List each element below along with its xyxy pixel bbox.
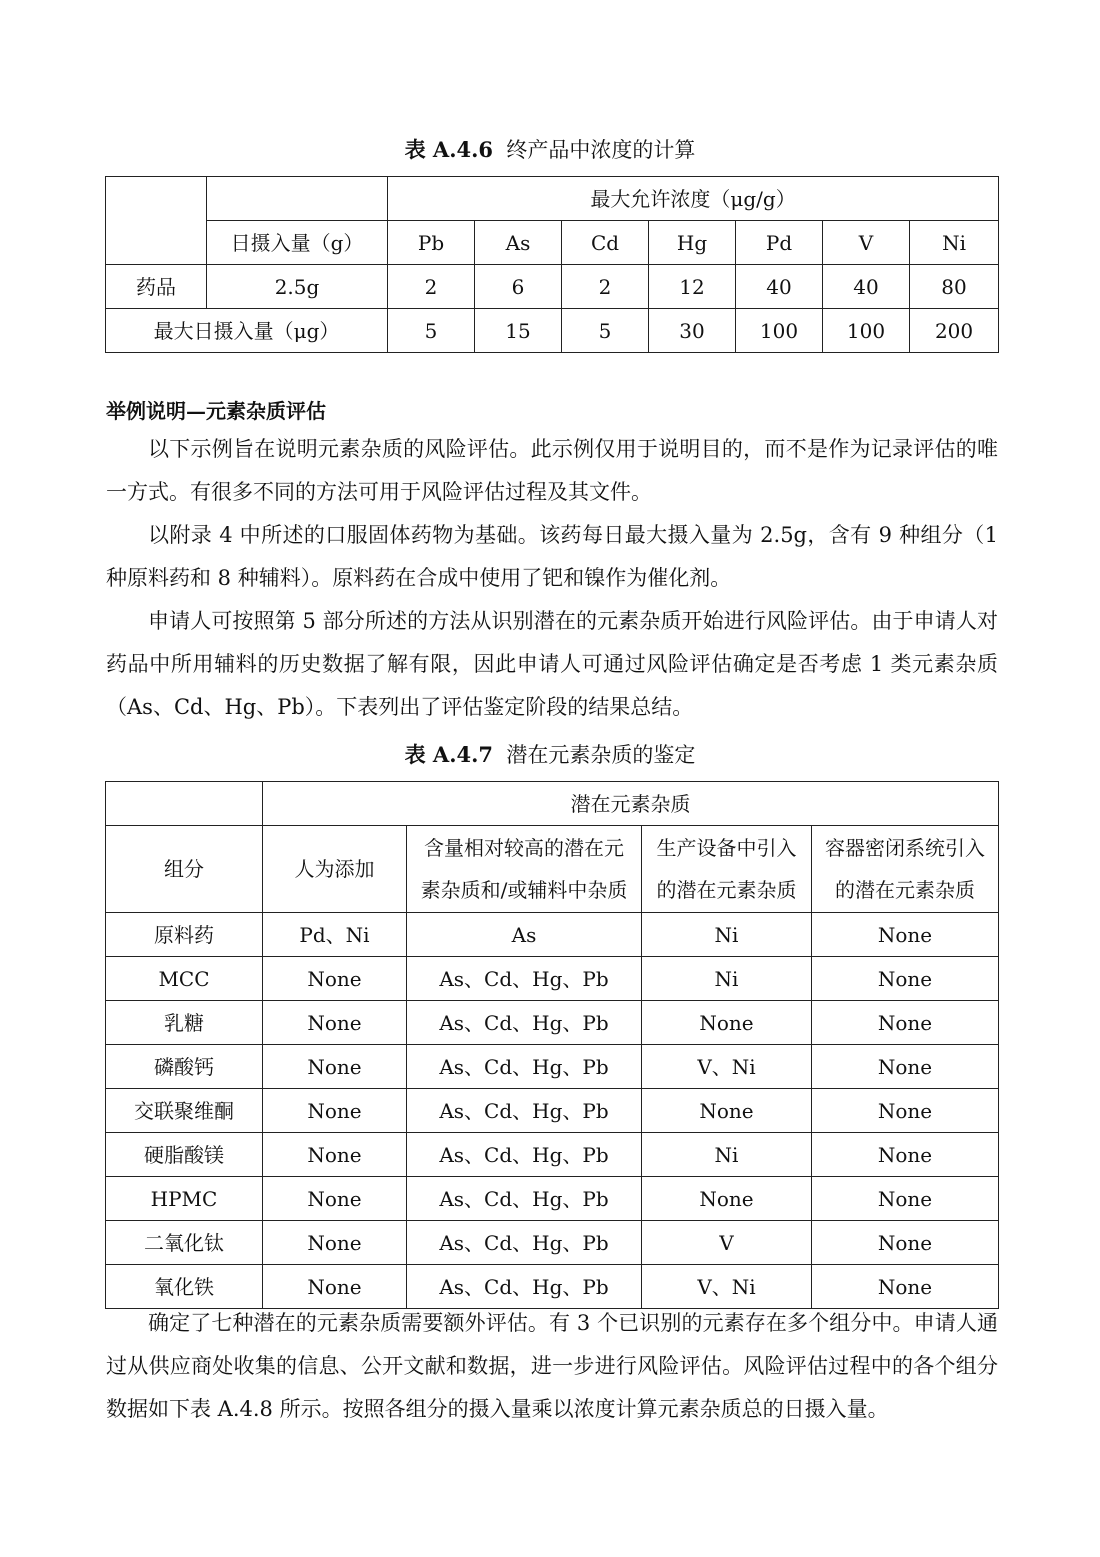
header-line: 的潜在元素杂质 xyxy=(656,878,797,902)
table-row xyxy=(106,1133,999,1177)
table2-component-cell: 交联聚维酮 xyxy=(106,1089,263,1133)
table1-cell: 40 xyxy=(823,265,910,309)
table2-cell: None xyxy=(263,1089,407,1133)
table2-col-header xyxy=(642,826,812,913)
table2-cell: None xyxy=(263,1133,407,1177)
table1-element-header: Cd xyxy=(562,221,649,265)
table1-cell: 15 xyxy=(475,309,562,353)
header-line: 人为添加 xyxy=(294,857,375,881)
table2-cell: Pd、Ni xyxy=(263,913,407,957)
table2-cell: Ni xyxy=(642,1133,812,1177)
table1-cell: 2 xyxy=(562,265,649,309)
table2-cell: None xyxy=(263,957,407,1001)
table2-component-cell: 磷酸钙 xyxy=(106,1045,263,1089)
table2-component-cell: 原料药 xyxy=(106,913,263,957)
table2-span-header: 潜在元素杂质 xyxy=(263,782,999,826)
table1-cell: 100 xyxy=(736,309,823,353)
table2-cell: None xyxy=(642,1089,812,1133)
table-row xyxy=(106,1045,999,1089)
table2-col-header xyxy=(407,826,642,913)
table2-cell: None xyxy=(812,1265,999,1309)
table2-cell: None xyxy=(812,957,999,1001)
table2-component-cell: 乳糖 xyxy=(106,1001,263,1045)
table2-cell: None xyxy=(263,1045,407,1089)
table2-component-cell: MCC xyxy=(106,957,263,1001)
table1-daily-intake-header: 日摄入量（g） xyxy=(207,221,388,265)
table1-caption-text: 终产品中浓度的计算 xyxy=(506,138,696,162)
table-row xyxy=(106,265,999,309)
table1-cell: 5 xyxy=(388,309,475,353)
table1-cell: 80 xyxy=(910,265,999,309)
table2-cell: None xyxy=(263,1177,407,1221)
table2-cell: Ni xyxy=(642,913,812,957)
table1-max-intake-label: 最大日摄入量（μg） xyxy=(106,309,388,353)
concentration-table xyxy=(105,176,999,353)
paragraph-1: 以下示例旨在说明元素杂质的风险评估。此示例仅用于说明目的，而不是作为记录评估的唯一方式。有很多不同的方法可用于风险评估过程及其文件。 xyxy=(106,437,998,504)
table2-component-cell: 二氧化钛 xyxy=(106,1221,263,1265)
table2-cell: None xyxy=(812,1001,999,1045)
table1-drug-intake: 2.5g xyxy=(207,265,388,309)
table1-element-header: As xyxy=(475,221,562,265)
header-line: 含量相对较高的潜在元 xyxy=(424,836,624,860)
table2-cell: None xyxy=(812,1221,999,1265)
table1-element-header: Pb xyxy=(388,221,475,265)
table2-cell: V、Ni xyxy=(642,1265,812,1309)
table2-col-header xyxy=(263,826,407,913)
impurity-identification-table xyxy=(105,781,999,1309)
table2-cell: As、Cd、Hg、Pb xyxy=(407,957,642,1001)
table1-cell: 5 xyxy=(562,309,649,353)
table1-empty-cell xyxy=(207,177,388,221)
table1-element-header: Hg xyxy=(649,221,736,265)
table2-cell: None xyxy=(812,913,999,957)
table2-cell: As xyxy=(407,913,642,957)
table2-caption-text: 潜在元素杂质的鉴定 xyxy=(506,743,696,767)
table2-cell: None xyxy=(263,1265,407,1309)
table1-cell: 40 xyxy=(736,265,823,309)
table2-col-header xyxy=(812,826,999,913)
table2-cell: Ni xyxy=(642,957,812,1001)
table1-element-header: Pd xyxy=(736,221,823,265)
closing-paragraph: 确定了七种潜在的元素杂质需要额外评估。有 3 个已识别的元素存在多个组分中。申请人通过从供应商处收集的信息、公开文献和数据，进一步进行风险评估。风险评估过程中的各个组分数据如下表 A.4.8 所示。按照各组分的摄入量乘以浓度计算元素杂质总的日摄入量。 xyxy=(106,1311,998,1421)
table-row xyxy=(106,309,999,353)
table-row xyxy=(106,1001,999,1045)
table-row xyxy=(106,1221,999,1265)
table1-corner-cell xyxy=(106,177,207,265)
table1-cell: 200 xyxy=(910,309,999,353)
table2-cell: As、Cd、Hg、Pb xyxy=(407,1045,642,1089)
table2-cell: As、Cd、Hg、Pb xyxy=(407,1001,642,1045)
table1-cell: 2 xyxy=(388,265,475,309)
paragraph-3: 申请人可按照第 5 部分所述的方法从识别潜在的元素杂质开始进行风险评估。由于申请人对药品中所用辅料的历史数据了解有限，因此申请人可通过风险评估确定是否考虑 1 类元素杂质（As、Cd、Hg、Pb）。下表列出了评估鉴定阶段的结果总结。 xyxy=(106,609,998,719)
table1-element-header: Ni xyxy=(910,221,999,265)
table2-cell: None xyxy=(812,1133,999,1177)
table1-cell: 30 xyxy=(649,309,736,353)
table2-component-header: 组分 xyxy=(106,826,263,913)
table1-cell: 6 xyxy=(475,265,562,309)
table-row xyxy=(106,1177,999,1221)
table2-cell: As、Cd、Hg、Pb xyxy=(407,1221,642,1265)
table1-cell: 100 xyxy=(823,309,910,353)
table-row xyxy=(106,957,999,1001)
table1-cell: 12 xyxy=(649,265,736,309)
table2-cell: As、Cd、Hg、Pb xyxy=(407,1177,642,1221)
table2-caption-label: 表 A.4.7 xyxy=(404,742,494,767)
table2-corner-cell xyxy=(106,782,263,826)
table2-cell: As、Cd、Hg、Pb xyxy=(407,1265,642,1309)
table-row xyxy=(106,913,999,957)
table2-cell: None xyxy=(812,1089,999,1133)
table2-cell: None xyxy=(642,1001,812,1045)
table2-cell: None xyxy=(263,1221,407,1265)
section-heading: 举例说明—元素杂质评估 xyxy=(106,399,326,423)
table2-component-cell: 硬脂酸镁 xyxy=(106,1133,263,1177)
table2-cell: None xyxy=(812,1045,999,1089)
table2-cell: As、Cd、Hg、Pb xyxy=(407,1133,642,1177)
table1-caption-label: 表 A.4.6 xyxy=(404,137,494,162)
table2-cell: None xyxy=(642,1177,812,1221)
table2-component-cell: 氧化铁 xyxy=(106,1265,263,1309)
table2-cell: None xyxy=(263,1001,407,1045)
header-line: 生产设备中引入 xyxy=(656,836,797,860)
table1-caption xyxy=(0,134,1100,164)
table1-max-conc-header: 最大允许浓度（μg/g） xyxy=(388,177,999,221)
header-line: 的潜在元素杂质 xyxy=(835,878,975,902)
table1-drug-label: 药品 xyxy=(106,265,207,309)
table-row xyxy=(106,1089,999,1133)
table1-element-header: V xyxy=(823,221,910,265)
table2-caption xyxy=(0,739,1100,769)
header-line: 素杂质和/或辅料中杂质 xyxy=(420,878,628,902)
table2-cell: None xyxy=(812,1177,999,1221)
table2-cell: V、Ni xyxy=(642,1045,812,1089)
table2-component-cell: HPMC xyxy=(106,1177,263,1221)
table2-cell: As、Cd、Hg、Pb xyxy=(407,1089,642,1133)
table2-cell: V xyxy=(642,1221,812,1265)
header-line: 容器密闭系统引入 xyxy=(825,836,985,860)
paragraph-2: 以附录 4 中所述的口服固体药物为基础。该药每日最大摄入量为 2.5g，含有 9 种组分（1 种原料药和 8 种辅料）。原料药在合成中使用了钯和镍作为催化剂。 xyxy=(106,523,998,590)
